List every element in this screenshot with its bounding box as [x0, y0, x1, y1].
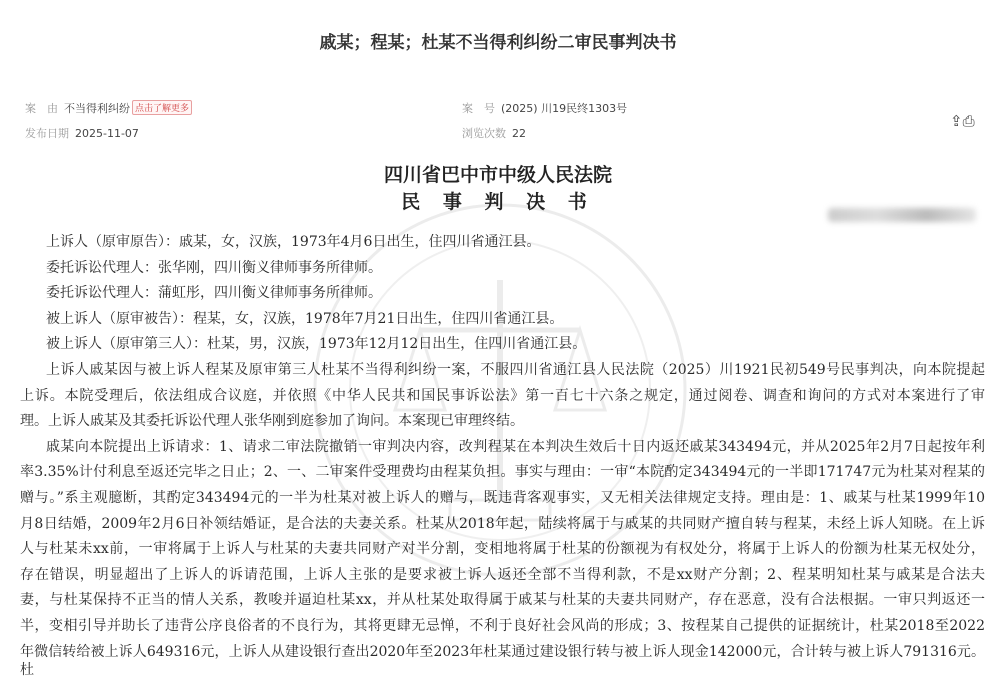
court-name: 四川省巴中市中级人民法院: [383, 164, 612, 186]
document-line: 被上诉人（原审被告）：程某，女，汉族，1978年7月21日出生，住四川省通江县。: [46, 311, 564, 327]
case-number-field: [462, 100, 627, 116]
document-line: 存在错误，明显超出了上诉人的诉请范围，上诉人主张的是要求被上诉人返还全部不当得利款，不是xx财产分割；2、程某明知杜某与戚某是合法夫: [20, 567, 985, 583]
document-line: 妻，与杜某保持不正当的情人关系，教唆并逼迫杜某xx，并从杜某处取得属于戚某与杜某的夫妻共同财产，存在恶意，没有合法根据。一审只判返还一: [20, 592, 985, 608]
page-title: 戚某；程某；杜某不当得利纠纷二审民事判决书: [319, 33, 677, 53]
document-line: 理。上诉人戚某及其委托诉讼代理人张华刚到庭参加了询问。本案现已审理终结。: [20, 413, 524, 429]
print-icon[interactable]: ⎙: [962, 112, 975, 130]
document-type: 民 事 判 决 书: [401, 191, 595, 213]
views-field: [462, 125, 526, 141]
publish-date-value: 2025-11-07: [75, 127, 139, 140]
document-line: 半，变相引导并助长了违背公序良俗者的不良行为，其将更肆无忌惮，不利于良好社会风尚的形成；3、按程某自己提供的证据统计，杜某2018至2022: [20, 618, 985, 634]
document-line: 月8日结婚，2009年2月6日补领结婚证，是合法的夫妻关系。杜某从2018年起，陆续将属于与戚某的共同财产擅自转与程某，未经上诉人知晓。在上诉: [20, 516, 985, 532]
learn-more-link[interactable]: 点击了解更多: [132, 100, 192, 115]
publish-date-label: 发布日期: [25, 127, 69, 140]
document-line: 被上诉人（原审第三人）：杜某，男，汉族，1973年12月12日出生，住四川省通江县。: [46, 336, 587, 352]
document-line: 率3.35%计付利息至返还完毕之日止；2、一、二审案件受理费均由程某负担。事实与理由：一审“本院酌定343494元的一半即171747元为杜某对程某的: [20, 464, 985, 480]
toolbar-icons: [950, 112, 975, 130]
cause-label: 案 由: [25, 102, 58, 115]
views-label: 浏览次数: [462, 127, 506, 140]
document-line: 年微信转给被上诉人649316元，上诉人从建设银行查出2020年至2023年杜某通过建设银行转与被上诉人现金142000元，合计转与被上诉人791316元。杜: [20, 644, 985, 678]
document-line: 委托诉讼代理人：张华刚，四川衡义律师事务所律师。: [46, 260, 382, 276]
publish-date-field: [25, 125, 139, 141]
case-number-label: 案 号: [462, 102, 495, 115]
document-line: 上诉。本院受理后，依法组成合议庭，并依照《中华人民共和国民事诉讼法》第一百七十六条之规定，通过阅卷、调查和询问的方式对本案进行了审: [20, 388, 985, 404]
document-line: 人与杜某未xx前，一审将属于上诉人与杜某的夫妻共同财产对半分割，变相地将属于杜某的份额视为有权处分，将属于上诉人的份额为杜某无权处分，: [20, 541, 985, 557]
document-line: 上诉人戚某因与被上诉人程某及原审第三人杜某不当得利纠纷一案，不服四川省通江县人民法院（2025）川1921民初549号民事判决，向本院提起: [46, 362, 985, 378]
download-icon[interactable]: ⇪: [950, 112, 963, 130]
cause-field: [25, 100, 192, 116]
document-line: 赠与。”系主观臆断，其酌定343494元的一半为杜某对被上诉人的赠与，既违背客观事实，又无相关法律规定支持。理由是：1、戚某与杜某1999年10: [20, 490, 985, 506]
document-line: 戚某向本院提出上诉请求：1、请求二审法院撤销一审判决内容，改判程某在本判决生效后十日内返还戚某343494元，并从2025年2月7日起按年利: [46, 439, 985, 455]
case-number-value: (2025) 川19民终1303号: [501, 102, 628, 115]
cause-value: 不当得利纠纷: [64, 102, 130, 115]
views-value: 22: [512, 127, 526, 140]
document-line: 委托诉讼代理人：蒲虹彤，四川衡义律师事务所律师。: [46, 285, 382, 301]
document-line: 上诉人（原审原告）：戚某，女，汉族，1973年4月6日出生，住四川省通江县。: [46, 234, 541, 250]
blurred-region: [828, 208, 976, 222]
